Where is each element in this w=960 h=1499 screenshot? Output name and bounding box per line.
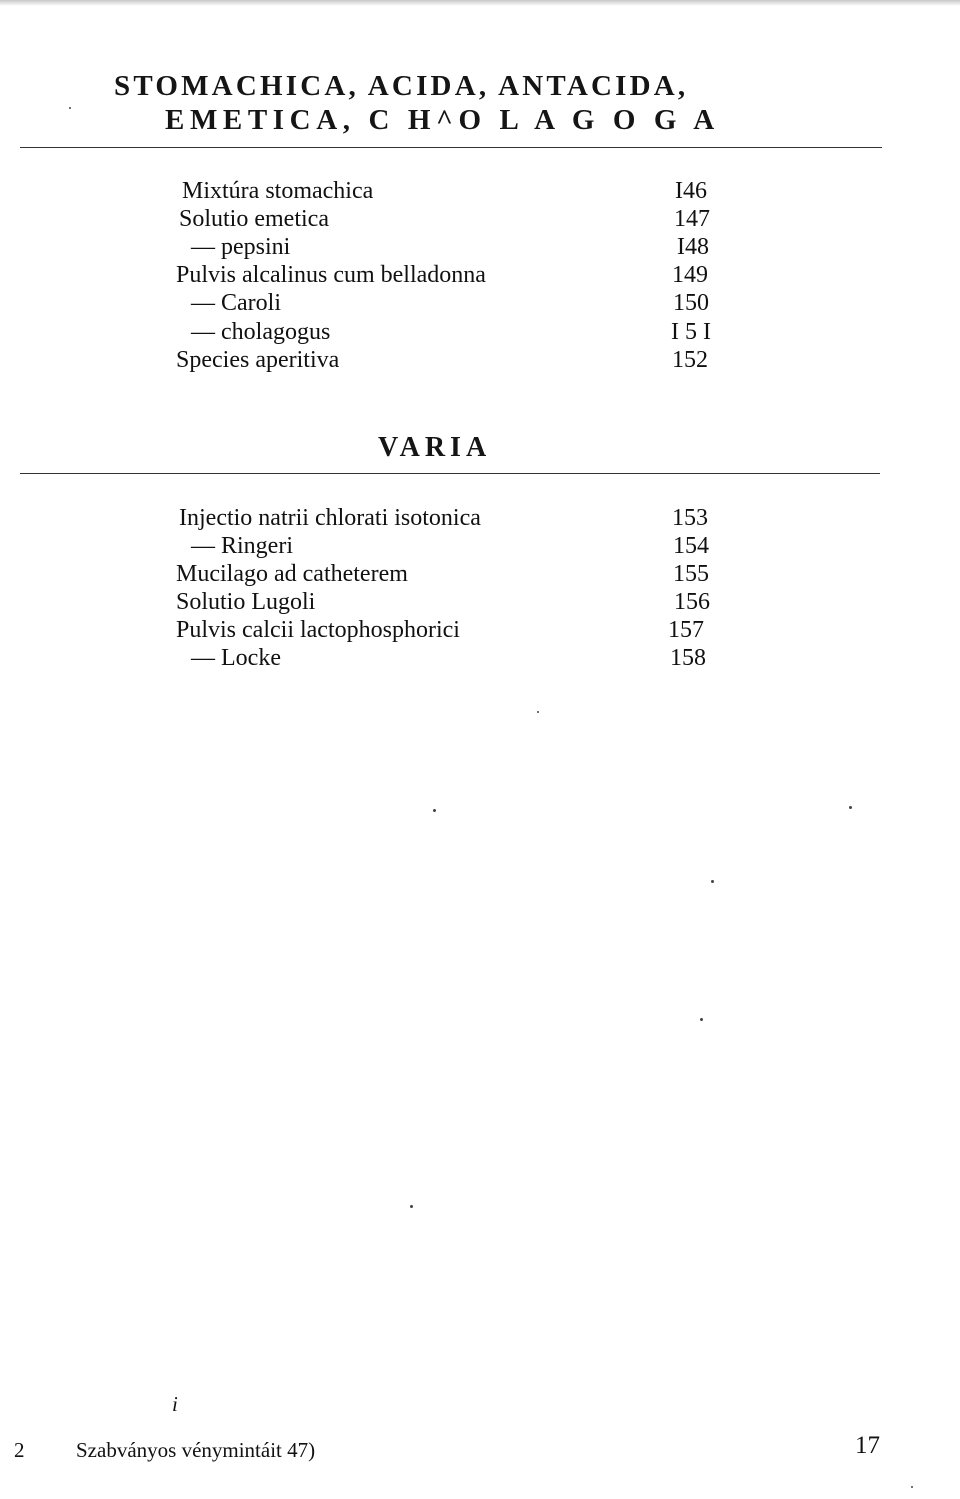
entry-page-number: 150 bbox=[673, 290, 709, 316]
entry-title: Injectio natrii chlorati isotonica bbox=[179, 505, 481, 531]
entry-page-number: 156 bbox=[674, 589, 710, 615]
contents-entry bbox=[176, 504, 736, 532]
entry-page-number: 149 bbox=[672, 262, 708, 288]
scan-speck bbox=[849, 806, 852, 809]
entry-title: — pepsini bbox=[191, 234, 291, 260]
entry-title: — cholagogus bbox=[191, 319, 331, 345]
entry-title: Solutio emetica bbox=[179, 206, 329, 232]
contents-entry bbox=[176, 289, 736, 317]
contents-entry bbox=[176, 560, 736, 588]
contents-entry bbox=[176, 177, 736, 205]
entry-title: Mucilago ad catheterem bbox=[176, 561, 408, 587]
contents-entry bbox=[176, 346, 736, 374]
footer-mark: i bbox=[172, 1392, 178, 1416]
entry-title: Pulvis alcalinus cum belladonna bbox=[176, 262, 486, 288]
entry-page-number: I48 bbox=[677, 234, 709, 260]
scan-speck bbox=[410, 1205, 413, 1208]
signature-text: Szabványos vénymintáit 47) bbox=[76, 1438, 316, 1462]
section-heading: VARIA bbox=[378, 432, 492, 463]
entry-page-number: 155 bbox=[673, 561, 709, 587]
contents-entry bbox=[176, 261, 736, 289]
entry-page-number: 152 bbox=[672, 347, 708, 373]
entry-title: Pulvis calcii lactophosphorici bbox=[176, 617, 460, 643]
page-number: 17 bbox=[855, 1432, 880, 1459]
entry-title: Species aperitiva bbox=[176, 347, 340, 373]
section-divider bbox=[20, 147, 882, 148]
contents-entry bbox=[176, 233, 736, 261]
contents-entry bbox=[176, 644, 736, 672]
entry-title: — Caroli bbox=[191, 290, 281, 316]
entry-title: — Locke bbox=[191, 645, 281, 671]
contents-entry bbox=[176, 532, 736, 560]
section-heading-line-2: EMETICA, C H^O L A G O G A bbox=[165, 104, 720, 136]
contents-entry bbox=[176, 616, 736, 644]
entry-page-number: 158 bbox=[670, 645, 706, 671]
scan-speck bbox=[69, 107, 71, 109]
entry-page-number: 157 bbox=[668, 617, 704, 643]
scan-top-edge bbox=[0, 0, 960, 6]
scan-speck bbox=[911, 1486, 913, 1488]
scan-speck bbox=[711, 880, 714, 883]
section-divider bbox=[20, 473, 880, 474]
entry-page-number: I46 bbox=[675, 178, 707, 204]
signature-number: 2 bbox=[14, 1438, 25, 1462]
section-heading-line-1: STOMACHICA, ACIDA, ANTACIDA, bbox=[114, 70, 689, 102]
scan-speck bbox=[433, 809, 436, 812]
contents-entry bbox=[176, 588, 736, 616]
entry-page-number: 153 bbox=[672, 505, 708, 531]
entry-page-number: 154 bbox=[673, 533, 709, 559]
entry-title: Mixtúra stomachica bbox=[182, 178, 374, 204]
scan-speck bbox=[537, 711, 539, 713]
contents-entry bbox=[176, 205, 736, 233]
scan-speck bbox=[700, 1018, 703, 1021]
entry-title: Solutio Lugoli bbox=[176, 589, 316, 615]
entry-title: — Ringeri bbox=[191, 533, 293, 559]
entry-page-number: 147 bbox=[674, 206, 710, 232]
entry-page-number: I 5 I bbox=[671, 319, 711, 345]
contents-entry bbox=[176, 318, 736, 346]
